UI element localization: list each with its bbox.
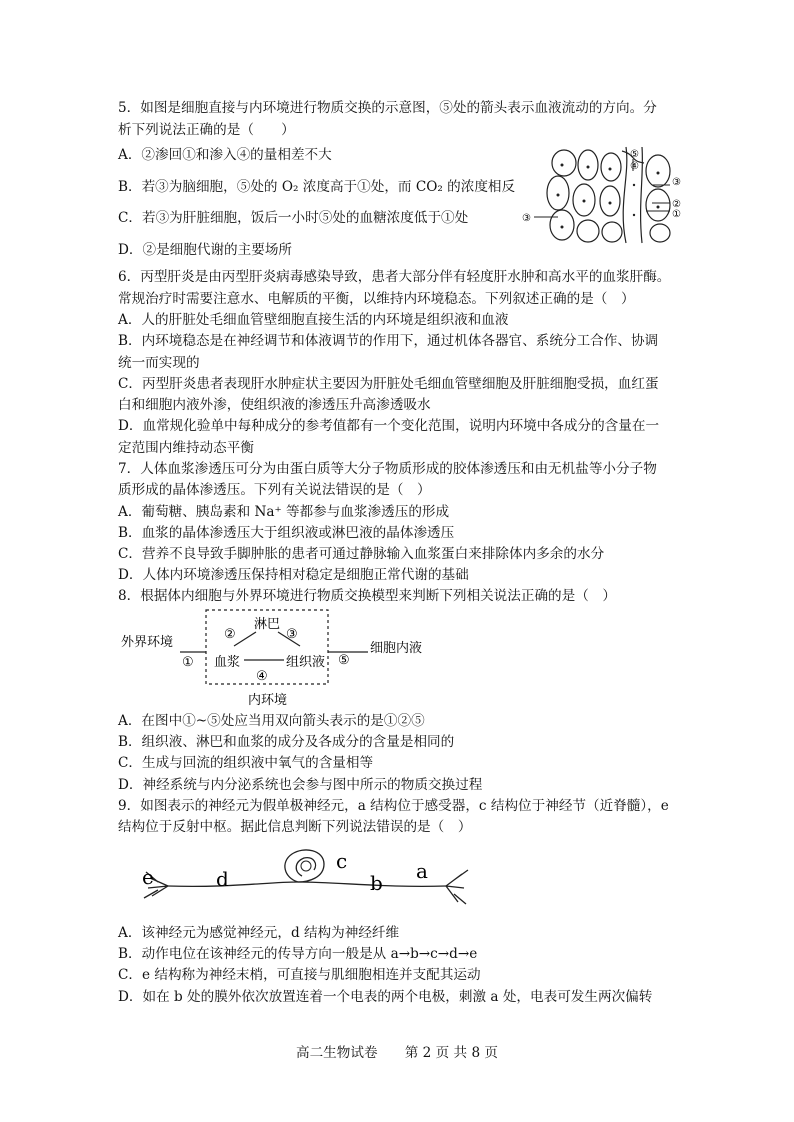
q6-option-d-line2: 定范围内维持动态平衡 bbox=[118, 440, 254, 456]
q9-fig-label-b: b bbox=[370, 871, 383, 895]
q9-fig-label-c: c bbox=[336, 849, 348, 873]
q8-exchange-diagram bbox=[118, 608, 458, 708]
q8-option-a: A．在图中①~⑤处应当用双向箭头表示的是①②⑤ bbox=[118, 713, 425, 729]
q5-cell-diagram bbox=[518, 145, 694, 245]
q8-fig-num4: ④ bbox=[256, 669, 268, 684]
q5-option-a: A．②渗回①和渗入④的量相差不大 bbox=[118, 147, 332, 163]
q9-fig-label-a: a bbox=[416, 859, 428, 883]
q8-option-c: C．生成与回流的组织液中氧气的含量相等 bbox=[118, 755, 374, 771]
q8-fig-outer-env: 外界环境 bbox=[121, 635, 174, 650]
q6-option-c-line1: C．丙型肝炎患者表现肝水肿症状主要因为肝脏处毛细血管壁细胞及肝脏细胞受损，血红蛋 bbox=[118, 376, 659, 392]
q8-stem: 8．根据体内细胞与外界环境进行物质交换模型来判断下列相关说法正确的是（ ） bbox=[118, 588, 617, 604]
q5-option-d: D．②是细胞代谢的主要场所 bbox=[118, 242, 293, 258]
q5-option-b: B．若③为脑细胞，⑤处的 O₂ 浓度高于①处，而 CO₂ 的浓度相反 bbox=[118, 179, 516, 195]
q8-fig-cell-fluid: 细胞内液 bbox=[370, 641, 423, 656]
q9-option-d: D．如在 b 处的膜外依次放置连着一个电表的两个电极，刺激 a 处，电表可发生两次偏转 bbox=[118, 989, 653, 1005]
q7-stem-line1: 7．人体血浆渗透压可分为由蛋白质等大分子物质形成的胶体渗透压和由无机盐等小分子物 bbox=[118, 461, 657, 477]
q9-option-b: B．动作电位在该神经元的传导方向一般是从 a→b→c→d→e bbox=[118, 946, 478, 962]
q8-fig-num2: ② bbox=[224, 627, 236, 642]
q6-option-c-line2: 白和细胞内液外渗，使组织液的渗透压升高渗透吸水 bbox=[118, 397, 431, 413]
q8-fig-num3: ③ bbox=[286, 627, 298, 642]
q6-stem-line2: 常规治疗时需要注意水、电解质的平衡，以维持内环境稳态。下列叙述正确的是（ ） bbox=[118, 291, 635, 307]
q8-fig-num5: ⑤ bbox=[338, 653, 350, 668]
q6-option-d-line1: D．血常规化验单中每种成分的参考值都有一个变化范围，说明内环境中各成分的含量在一 bbox=[118, 418, 660, 434]
q8-option-b: B．组织液、淋巴和血浆的成分及各成分的含量是相同的 bbox=[118, 734, 455, 750]
page-footer: 高二生物试卷 第 2 页 共 8 页 bbox=[295, 1045, 499, 1061]
q6-option-a: A．人的肝脏处毛细血管壁细胞直接生活的内环境是组织液和血液 bbox=[118, 312, 509, 328]
q9-option-c: C．e 结构称为神经末梢，可直接与肌细胞相连并支配其运动 bbox=[118, 967, 481, 983]
q8-option-d: D．神经系统与内分泌系统也会参与图中所示的物质交换过程 bbox=[118, 777, 483, 793]
q9-fig-label-d: d bbox=[216, 867, 229, 891]
q5-fig-label: ④ bbox=[630, 161, 639, 172]
q6-stem-line1: 6．丙型肝炎是由丙型肝炎病毒感染导致，患者大部分伴有轻度肝水肿和高水平的血浆肝酶。 bbox=[118, 269, 671, 285]
q7-stem-line2: 质形成的晶体渗透压。下列有关说法错误的是（ ） bbox=[118, 482, 431, 498]
q8-fig-tissue-fluid: 组织液 bbox=[286, 655, 326, 670]
q5-fig-label: ⑤ bbox=[630, 149, 639, 160]
q5-stem-line2: 析下列说法正确的是（ ） bbox=[118, 122, 295, 138]
q7-option-d: D．人体内环境渗透压保持相对稳定是细胞正常代谢的基础 bbox=[118, 567, 469, 583]
q6-option-b-line1: B．内环境稳态是在神经调节和体液调节的作用下，通过机体各器官、系统分工合作、协调 bbox=[118, 333, 659, 349]
q8-fig-inner-env: 内环境 bbox=[248, 693, 288, 708]
q7-option-c: C．营养不良导致手脚肿胀的患者可通过静脉输入血浆蛋白来排除体内多余的水分 bbox=[118, 546, 605, 562]
q9-neuron-diagram bbox=[128, 842, 478, 918]
q7-option-b: B．血浆的晶体渗透压大于组织液或淋巴液的晶体渗透压 bbox=[118, 525, 455, 541]
q5-stem-line1: 5．如图是细胞直接与内环境进行物质交换的示意图，⑤处的箭头表示血液流动的方向。分 bbox=[118, 100, 657, 116]
q7-option-a: A．葡萄糖、胰岛素和 Na⁺ 等都参与血浆渗透压的形成 bbox=[118, 504, 450, 520]
q9-option-a: A．该神经元为感觉神经元，d 结构为神经纤维 bbox=[118, 925, 400, 941]
q9-fig-label-e: e bbox=[142, 865, 154, 889]
q5-fig-label: ② bbox=[672, 199, 681, 210]
q5-fig-label: ① bbox=[672, 209, 681, 220]
q5-fig-label: ③ bbox=[672, 177, 681, 188]
q8-fig-plasma: 血浆 bbox=[214, 655, 241, 670]
q5-option-c: C．若③为肝脏细胞，饭后一小时⑤处的血糖浓度低于①处 bbox=[118, 210, 469, 226]
q5-fig-label: ③ bbox=[522, 213, 531, 224]
q8-fig-lymph: 淋巴 bbox=[254, 617, 281, 632]
q9-stem-line2: 结构位于反射中枢。据此信息判断下列说法错误的是（ ） bbox=[118, 819, 472, 835]
q8-fig-num1: ① bbox=[182, 655, 194, 670]
q6-option-b-line2: 统一而实现的 bbox=[118, 355, 200, 371]
q9-stem-line1: 9．如图表示的神经元为假单极神经元，a 结构位于感受器，c 结构位于神经节（近脊髓），e bbox=[118, 798, 669, 814]
